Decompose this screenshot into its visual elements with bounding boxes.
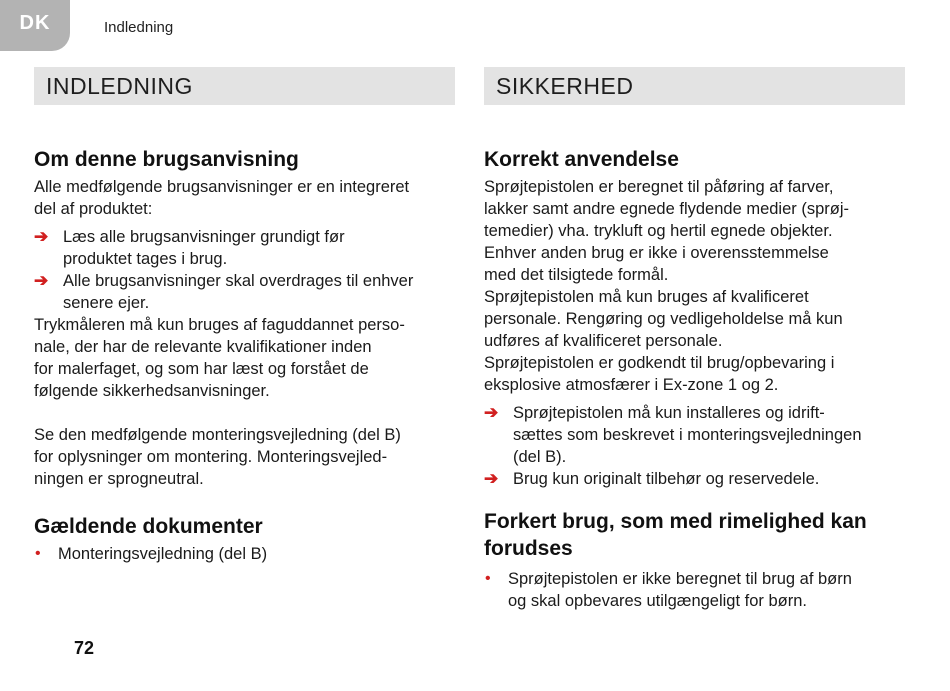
correct-use-paragraph: Sprøjtepistolen er beregnet til påføring af farver, lakker samt andre egnede flydende medier (sprøj- temedier) vha. trykluft og hertil egnede objekter. Enhver anden brug er ikke i overensstemmelse med det tilsigtede formål. (484, 178, 850, 284)
misuse-heading: Forkert brug, som med rimelighed kan forudses (484, 510, 867, 560)
about-heading: Om denne brugsanvisning (34, 148, 299, 171)
list-item: ➔ Læs alle brugsanvisninger grundigt før produktet tages i brug. (34, 227, 345, 268)
bullet-icon: • (485, 570, 491, 587)
atex-paragraph: Sprøjtepistolen er godkendt til brug/opbevaring i eksplosive atmosfærer i Ex-zone 1 og 2. (484, 354, 835, 394)
arrow-icon: ➔ (34, 271, 49, 290)
running-head: Indledning (104, 19, 174, 36)
right-column (484, 67, 905, 612)
qualification-paragraph: Trykmåleren må kun bruges af faguddannet perso- nale, der har de relevante kvalifikationer inden for malerfaget, og som har læst og forstået de følgende sikkerhedsanvisninger. (34, 316, 405, 400)
section-title-safety: SIKKERHED (484, 67, 905, 105)
list-item: • Monteringsvejledning (del B) (35, 545, 268, 563)
misuse-list (484, 568, 905, 612)
documents-list (34, 543, 455, 565)
list-item: ➔ Sprøjtepistolen må kun installeres og idrift- sættes som beskrevet i monteringsvejledningen (del B). (484, 403, 862, 466)
language-tab: DK (0, 0, 70, 51)
arrow-icon: ➔ (484, 403, 499, 422)
list-item: • Sprøjtepistolen er ikke beregnet til brug af børn og skal opbevares utilgængeligt for børn. (485, 570, 852, 610)
about-bullet-list (34, 226, 455, 314)
list-item: ➔ Brug kun originalt tilbehør og reservedele. (484, 469, 820, 488)
arrow-icon: ➔ (484, 469, 499, 488)
personnel-paragraph: Sprøjtepistolen må kun bruges af kvalificeret personale. Rengøring og vedligeholdelse må kun udføres af kvalificeret personale. (484, 288, 843, 350)
arrow-icon: ➔ (34, 227, 49, 246)
page-number: 72 (74, 638, 95, 658)
mounting-paragraph: Se den medfølgende monteringsvejledning (del B) for oplysninger om montering. Monteringsvejled- ningen er sprogneutral. (34, 426, 401, 488)
about-intro: Alle medfølgende brugsanvisninger er en integreret del af produktet: (34, 178, 410, 218)
bullet-icon: • (35, 545, 41, 562)
documents-heading: Gældende dokumenter (34, 515, 263, 538)
list-item: ➔ Alle brugsanvisninger skal overdrages til enhver senere ejer. (34, 271, 414, 312)
correct-use-heading: Korrekt anvendelse (484, 148, 679, 171)
section-title-introduction: INDLEDNING (34, 67, 455, 105)
correct-use-bullet-list (484, 402, 905, 490)
left-column (34, 67, 455, 565)
